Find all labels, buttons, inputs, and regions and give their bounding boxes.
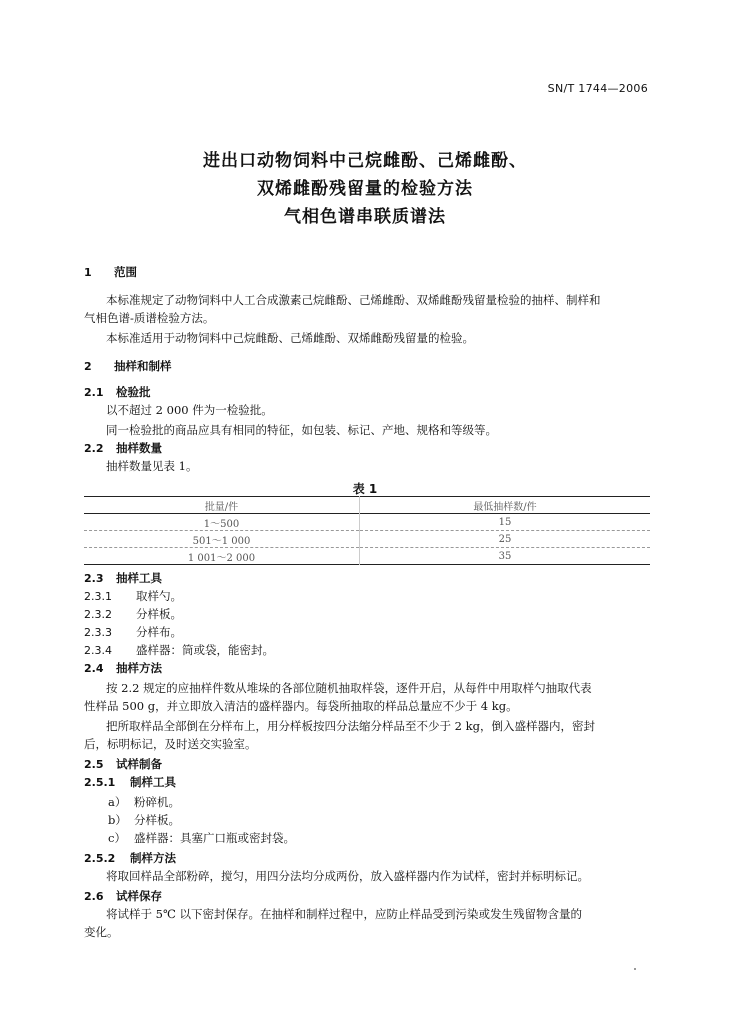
table-1-title: 表 1 (352, 482, 378, 496)
section-1-heading (84, 264, 137, 280)
section-2-heading (84, 358, 172, 374)
section-2-4-heading (84, 660, 162, 676)
table-cell-min-samples: 15 (498, 516, 512, 528)
table-cell-lot-size: 501～1 000 (84, 531, 360, 548)
document-title-line-3: 气相色谱串联质谱法 (284, 207, 446, 227)
section-2-5-1-number: 2.5.1 (84, 776, 116, 789)
item-text: 粉碎机。 (134, 795, 180, 809)
section-2-5-heading (84, 756, 162, 772)
section-2-6-title: 试样保存 (116, 889, 162, 903)
table-header-min-samples: 最低抽样数/件 (473, 501, 537, 513)
section-2-3-heading (84, 570, 162, 586)
section-2-5-2-heading (84, 850, 176, 866)
section-2-5-2-paragraph-1: 将取回样品全部粉碎，搅匀，用四分法均分成两份，放入盛样器内作为试样，密封并标明标记。 (106, 869, 589, 883)
section-2-5-title: 试样制备 (116, 757, 162, 771)
item-mark: a） (108, 795, 127, 809)
section-2-2-title: 抽样数量 (116, 441, 162, 455)
table-header-lot-size: 批量/件 (84, 497, 360, 514)
item-number: 2.3.2 (84, 608, 112, 621)
section-2-4-number: 2.4 (84, 662, 104, 675)
section-2-6-number: 2.6 (84, 890, 104, 903)
item-text: 盛样器：具塞广口瓶或密封袋。 (134, 831, 295, 845)
list-item (84, 606, 182, 622)
section-1-paragraph-2: 本标准适用于动物饲料中己烷雌酚、己烯雌酚、双烯雌酚残留量的检验。 (106, 331, 474, 345)
item-number: 2.3.1 (84, 590, 112, 603)
standard-number: SN/T 1744—2006 (547, 82, 648, 95)
section-2-6-paragraph-1-line-2: 变化。 (84, 925, 119, 939)
section-2-5-2-number: 2.5.2 (84, 852, 116, 865)
section-1-paragraph-1-line-1: 本标准规定了动物饲料中人工合成激素己烷雌酚、己烯雌酚、双烯雌酚残留量检验的抽样、制样和 (106, 293, 601, 307)
item-text: 分样板。 (136, 607, 182, 621)
item-text: 盛样器：筒或袋，能密封。 (136, 643, 274, 657)
table-row (84, 548, 650, 565)
section-2-1-number: 2.1 (84, 386, 104, 399)
section-2-4-title: 抽样方法 (116, 661, 162, 675)
item-number: 2.3.3 (84, 626, 112, 639)
section-1-title: 范围 (114, 265, 137, 279)
table-1 (84, 496, 650, 565)
list-item (108, 830, 295, 846)
item-mark: b） (108, 813, 127, 827)
section-2-1-paragraph-1: 以不超过 2 000 件为一检验批。 (106, 403, 273, 417)
section-2-2-paragraph-1: 抽样数量见表 1。 (106, 459, 198, 473)
section-1-paragraph-1-line-2: 气相色谱-质谱检验方法。 (84, 311, 215, 325)
table-cell-lot-size: 1～500 (84, 514, 360, 531)
table-cell-min-samples: 35 (498, 550, 512, 562)
document-title-line-1: 进出口动物饲料中己烷雌酚、己烯雌酚、 (203, 151, 527, 171)
table-cell-min-samples: 25 (498, 533, 512, 545)
item-text: 分样板。 (134, 813, 180, 827)
item-mark: c） (108, 831, 126, 845)
table-cell-lot-size: 1 001～2 000 (84, 548, 360, 565)
item-text: 分样布。 (136, 625, 182, 639)
table-row (84, 514, 650, 531)
section-2-5-1-title: 制样工具 (130, 775, 176, 789)
section-2-4-paragraph-2-line-2: 后，标明标记，及时送交实验室。 (84, 737, 257, 751)
list-item (84, 588, 182, 604)
list-item (108, 812, 180, 828)
scan-speck (634, 968, 636, 970)
section-2-4-paragraph-1-line-1: 按 2.2 规定的应抽样件数从堆垛的各部位随机抽取样袋，逐件开启，从每件中用取样勺抽取代表 (106, 681, 592, 695)
section-2-2-heading (84, 440, 162, 456)
table-header-row (84, 497, 650, 514)
section-2-number: 2 (84, 360, 92, 373)
section-2-5-2-title: 制样方法 (130, 851, 176, 865)
section-2-4-paragraph-1-line-2: 性样品 500 g，并立即放入清洁的盛样器内。每袋所抽取的样品总量应不少于 4 kg。 (84, 699, 518, 713)
section-2-6-heading (84, 888, 162, 904)
section-2-1-heading (84, 384, 151, 400)
section-2-5-number: 2.5 (84, 758, 104, 771)
section-2-3-number: 2.3 (84, 572, 104, 585)
section-2-2-number: 2.2 (84, 442, 104, 455)
list-item (84, 624, 182, 640)
table-row (84, 531, 650, 548)
item-number: 2.3.4 (84, 644, 112, 657)
section-2-4-paragraph-2-line-1: 把所取样品全部倒在分样布上，用分样板按四分法缩分样品至不少于 2 kg，倒入盛样器内，密封 (106, 719, 595, 733)
section-2-1-title: 检验批 (116, 385, 151, 399)
section-2-title: 抽样和制样 (114, 359, 172, 373)
item-text: 取样勺。 (136, 589, 182, 603)
section-2-3-title: 抽样工具 (116, 571, 162, 585)
section-2-5-1-heading (84, 774, 176, 790)
section-2-1-paragraph-2: 同一检验批的商品应具有相同的特征，如包装、标记、产地、规格和等级等。 (106, 423, 497, 437)
list-item (84, 642, 274, 658)
document-title-line-2: 双烯雌酚残留量的检验方法 (257, 179, 473, 199)
section-1-number: 1 (84, 266, 92, 279)
list-item (108, 794, 180, 810)
section-2-6-paragraph-1-line-1: 将试样于 5℃ 以下密封保存。在抽样和制样过程中，应防止样品受到污染或发生残留物含量的 (106, 907, 582, 921)
